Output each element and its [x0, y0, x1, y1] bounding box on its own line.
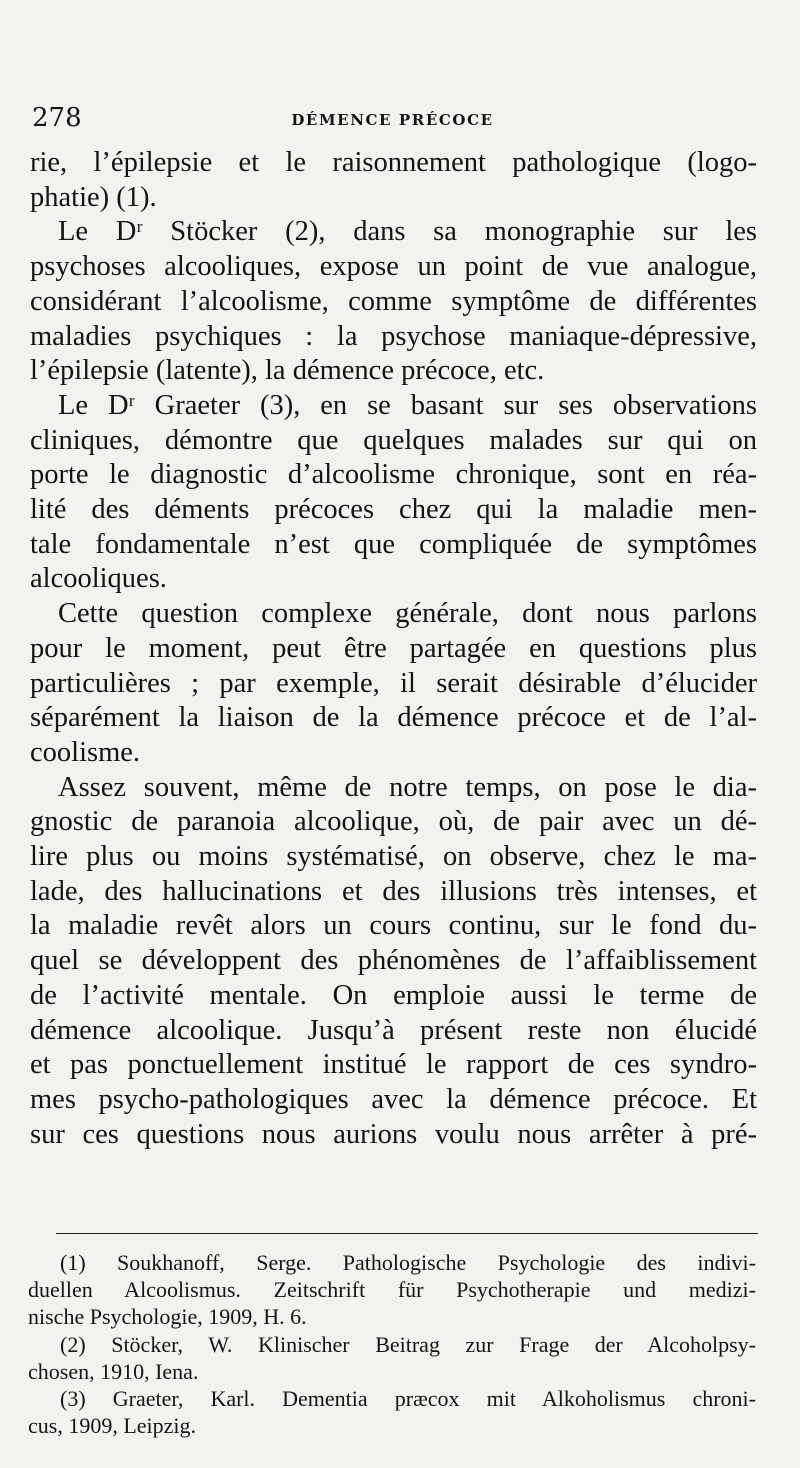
- body-line: cliniques, démontre que quelques malades sur qui on: [30, 424, 757, 456]
- page-number: 278: [32, 103, 82, 133]
- body-line: Assez souvent, même de notre temps, on pose le dia-: [58, 771, 757, 803]
- footnotes: [28, 1249, 756, 1439]
- body-line: maladies psychiques : la psychose maniaque-dépressive,: [30, 320, 757, 352]
- footnote-line: (1) Soukhanoff, Serge. Pathologische Psychologie des indivi-: [60, 1250, 756, 1275]
- body-line: porte le diagnostic d’alcoolisme chronique, sont en réa-: [30, 459, 757, 491]
- footnote-line: duellen Alcoolismus. Zeitschrift für Psychotherapie und medizi-: [28, 1277, 756, 1303]
- body-line: gnostic de paranoia alcoolique, où, de pair avec un dé-: [30, 806, 757, 838]
- body-line: phatie) (1).: [30, 181, 157, 213]
- running-title: DÉMENCE PRÉCOCE: [291, 111, 494, 129]
- body-line: considérant l’alcoolisme, comme symptôme de différentes: [30, 285, 757, 317]
- body-line: lade, des hallucinations et des illusions très intenses, et: [30, 875, 757, 907]
- footnote-line: chosen, 1910, Iena.: [28, 1358, 199, 1384]
- footnote-line: (3) Graeter, Karl. Dementia præcox mit Alkoholismus chroni-: [60, 1386, 756, 1412]
- body-line: lité des déments précoces chez qui la maladie men-: [30, 494, 757, 526]
- body-line: tale fondamentale n’est que compliquée de symptômes: [30, 528, 757, 560]
- body-line: de l’activité mentale. On emploie aussi le terme de: [30, 979, 757, 1011]
- body-line: démence alcoolique. Jusqu’à présent reste non élucidé: [30, 1014, 757, 1046]
- body-line: coolisme.: [30, 736, 141, 768]
- footnote-line: nische Psychologie, 1909, H. 6.: [28, 1304, 307, 1330]
- body-line: mes psycho-pathologiques avec la démence précoce. Et: [30, 1083, 757, 1115]
- body-line: et pas ponctuellement institué le rapport de ces syndro-: [30, 1049, 757, 1081]
- body-line: alcooliques.: [30, 563, 167, 595]
- footnote-line: cus, 1909, Leipzig.: [28, 1413, 197, 1439]
- body-line: l’épilepsie (latente), la démence précoce, etc.: [30, 355, 545, 387]
- footnote-divider: [56, 1233, 758, 1234]
- page-header: [30, 98, 755, 138]
- body-line: sur ces questions nous aurions voulu nous arrêter à pré-: [30, 1118, 757, 1150]
- body-line: Le Dʳ Stöcker (2), dans sa monographie sur les: [58, 216, 757, 248]
- body-line: quel se développent des phénomènes de l’affaiblissement: [30, 945, 757, 977]
- body-line: rie, l’épilepsie et le raisonnement pathologique (logo-: [30, 147, 757, 178]
- body-line: particulières ; par exemple, il serait désirable d’élucider: [30, 667, 757, 699]
- body-line: psychoses alcooliques, expose un point de vue analogue,: [30, 251, 757, 283]
- body-line: Cette question complexe générale, dont nous parlons: [58, 598, 757, 630]
- body-line: Le Dʳ Graeter (3), en se basant sur ses observations: [58, 389, 757, 421]
- footnote-line: (2) Stöcker, W. Klinischer Beitrag zur Frage der Alcoholpsy-: [60, 1331, 756, 1357]
- body-text: [30, 146, 757, 1152]
- body-line: séparément la liaison de la démence précoce et de l’al-: [30, 702, 757, 734]
- body-line: pour le moment, peut être partagée en questions plus: [30, 632, 757, 664]
- body-line: lire plus ou moins systématisé, on observe, chez le ma-: [30, 841, 757, 873]
- body-line: la maladie revêt alors un cours continu, sur le fond du-: [30, 910, 757, 942]
